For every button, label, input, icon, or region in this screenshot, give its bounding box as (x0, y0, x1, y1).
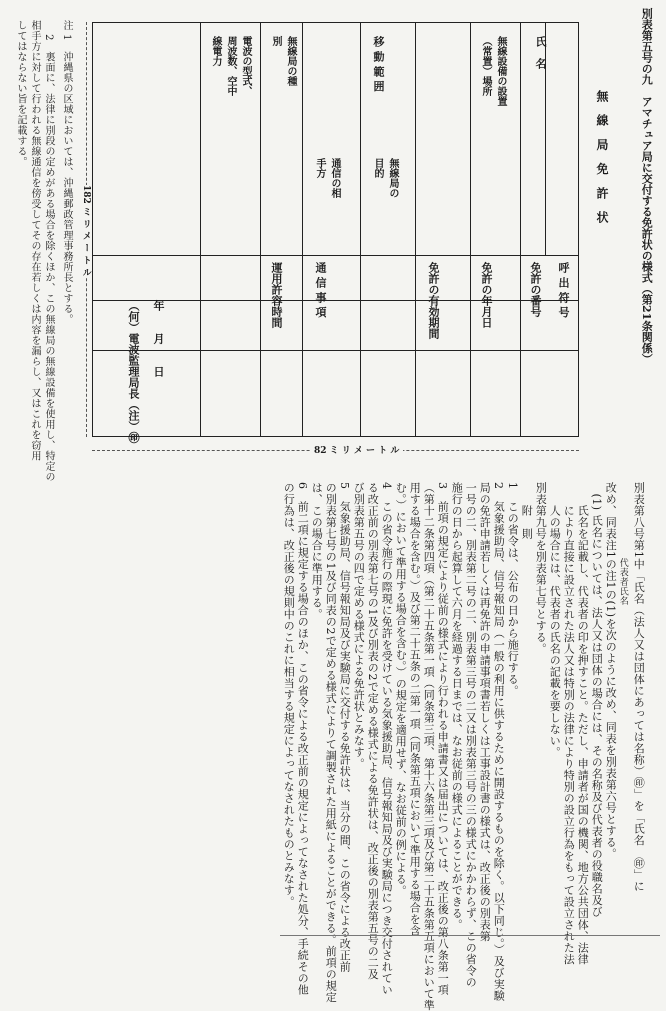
note-2-end: してはならない旨を記載する。 (15, 20, 26, 167)
purpose-label: 無線局の目的 (372, 158, 398, 198)
note-2: 2 裏面に、法律に別段の定めがある場合を除くほか、この無線局の無線設備を使用し、特定の (43, 20, 54, 483)
matters-label: 通 信 事 項 (314, 262, 327, 318)
movement-area-label: 移 動 範 囲 (372, 36, 385, 92)
license-date-label: 免許の年月日 (480, 262, 493, 328)
name-label: 氏 名 (534, 36, 547, 69)
note-1: 注 1 沖縄県の区域においては、沖縄郵政管理事務所長とする。 (61, 20, 72, 325)
date-line: 年 月 日 (152, 300, 165, 377)
location-label: 無線設備の設置（常置）場所 (480, 36, 506, 106)
call-sign-label: 呼 出 符 号 (557, 262, 570, 318)
height-label: 182 ミ リ メ ー ト ル (80, 185, 91, 277)
form-title: 別表第五号の九 アマチュア局に交付する免許状の様式（第21条関係） (640, 8, 654, 365)
license-title: 無 線 局 免 許 状 (595, 90, 609, 227)
width-label: 82 ミ リ メ ー ト ル (310, 443, 403, 456)
correspondent-label: 通信の相手方 (314, 158, 340, 198)
issuer-line: （何）電波監理局長（注）㊞ (127, 300, 140, 443)
note-2-cont: 相手方に対して行われる無線通信を傍受してその存在若しくは内容を漏らし、又はこれを窃用 (29, 20, 40, 461)
frequency-label: 電波の型式、周波数、空中線電力 (210, 36, 251, 96)
bottom-rule (280, 935, 660, 936)
station-type-label: 無線局の種別 (270, 36, 296, 86)
license-number-label: 免許の番号 (529, 262, 542, 317)
operating-hours-label: 運用許容時間 (270, 262, 283, 328)
expiry-label: 免許の有効期間 (427, 262, 440, 339)
